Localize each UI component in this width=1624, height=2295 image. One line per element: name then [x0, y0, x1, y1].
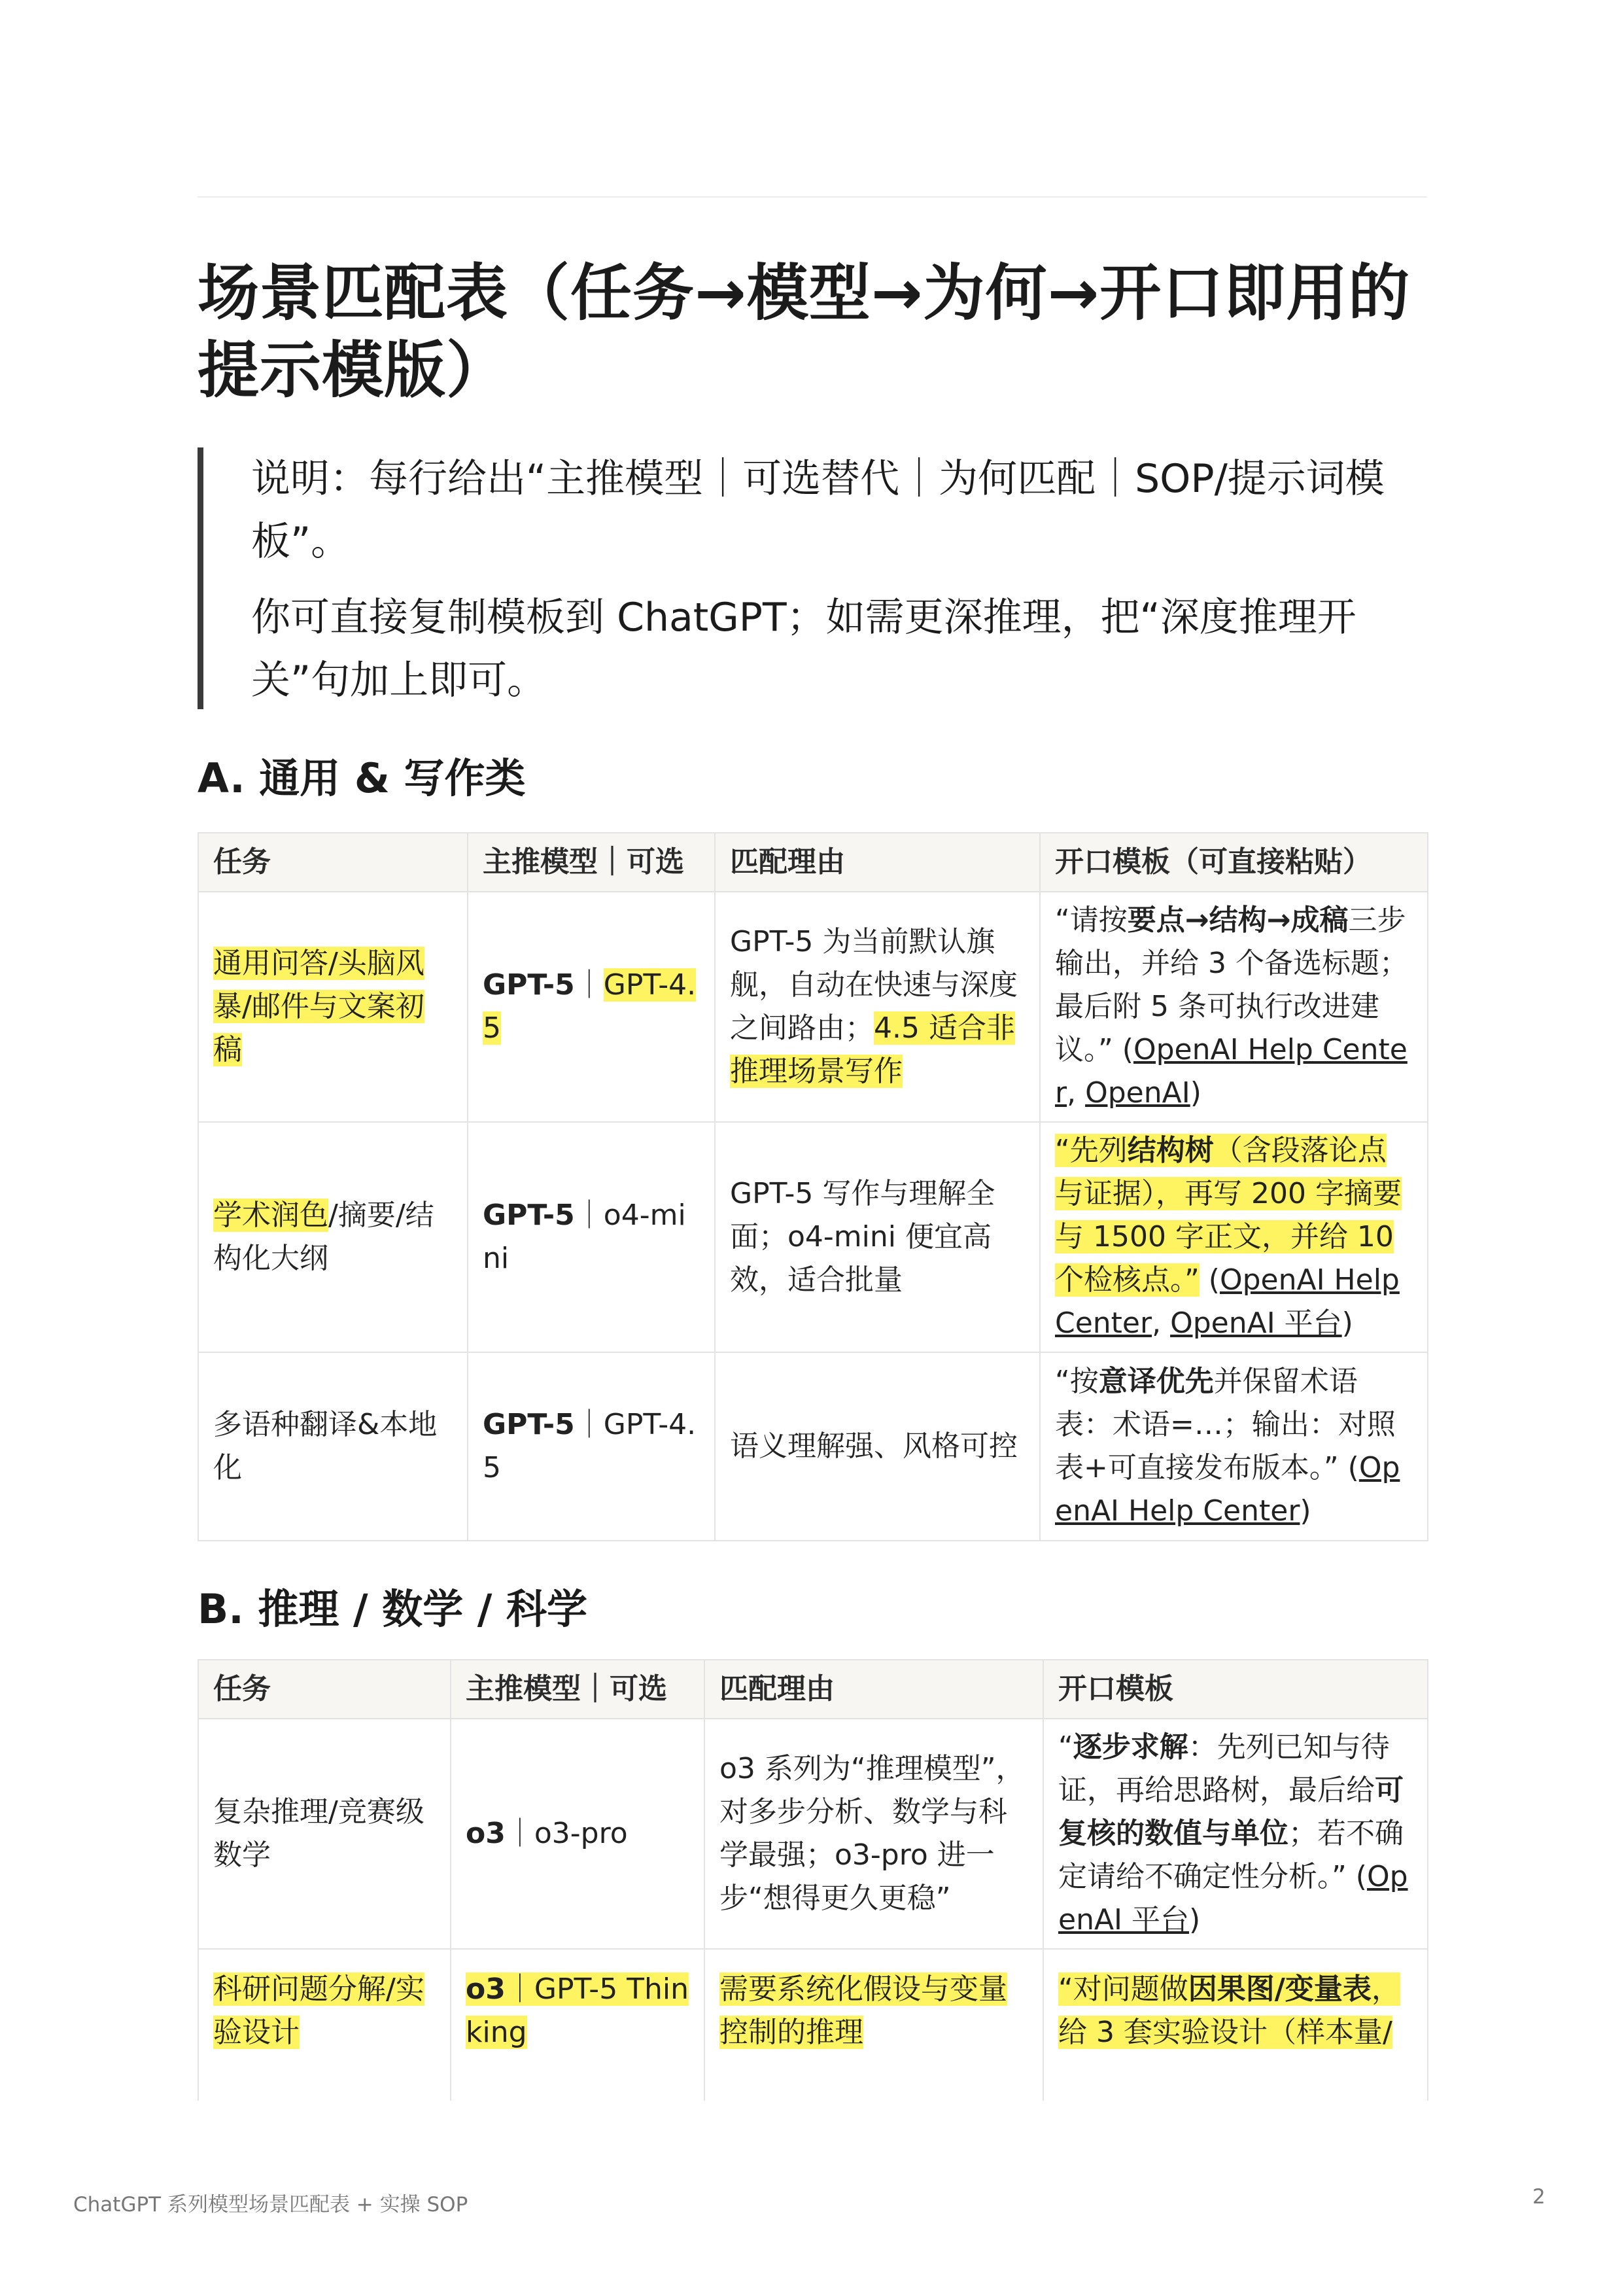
template-text: “请按	[1055, 903, 1128, 937]
cell-reason	[715, 1122, 1040, 1352]
template-text: )	[1190, 1076, 1201, 1110]
template-text: (	[1199, 1263, 1220, 1297]
section-a-heading: A. 通用 & 写作类	[198, 754, 526, 802]
template-text: 并保留术语表：术语=…；输出：对照表+可直接发布版本。” (	[1055, 1365, 1396, 1484]
link-openai[interactable]: OpenAI	[1085, 1076, 1190, 1110]
model-alt: GPT-4.5	[483, 1408, 697, 1484]
reason-text: 需要系统化假设与变量控制的推理	[719, 1972, 1007, 2049]
template-text: )	[1300, 1494, 1311, 1528]
link-openai-platform[interactable]: OpenAI 平台	[1058, 1860, 1408, 1936]
task-text: 科研问题分解/实验设计	[213, 1972, 424, 2049]
model-separator: ｜	[574, 968, 604, 1002]
model-separator: ｜	[505, 1972, 534, 2006]
table-row	[198, 1719, 1428, 1949]
model-alt: o3-pro	[534, 1817, 628, 1850]
header-reason: 匹配理由	[704, 1660, 1043, 1719]
template-bold: 逐步求解	[1073, 1730, 1188, 1764]
cell-task	[198, 1719, 451, 1949]
template-bold: 因果图/变量表	[1188, 1972, 1372, 2006]
template-text: “对问题做	[1058, 1972, 1188, 2006]
template-text: ，给 3 套实验设计（样本量/	[1058, 1972, 1400, 2049]
cell-reason	[704, 1719, 1043, 1949]
header-task: 任务	[198, 1660, 451, 1719]
cell-template	[1040, 1122, 1428, 1352]
cell-model	[451, 1719, 704, 1949]
note-line-1: 说明：每行给出“主推模型｜可选替代｜为何匹配｜SOP/提示词模板”。	[251, 456, 1385, 565]
note-blockquote	[198, 447, 1427, 709]
model-separator: ｜	[574, 1199, 604, 1232]
cell-template	[1040, 1352, 1428, 1541]
section-b-table	[198, 1659, 1428, 2101]
reason-text: 语义理解强、风格可控	[730, 1429, 1018, 1463]
table-row	[198, 1122, 1428, 1352]
template-bold: 结构树	[1127, 1134, 1214, 1167]
template-text: )	[1341, 1306, 1353, 1340]
task-highlight: 学术润色	[213, 1199, 328, 1232]
header-model: 主推模型｜可选	[451, 1660, 704, 1719]
link-openai-help-center[interactable]: OpenAI Help Center	[1055, 1263, 1400, 1340]
section-b-heading: B. 推理 / 数学 / 科学	[198, 1585, 588, 1633]
note-line-2: 你可直接复制模板到 ChatGPT；如需更深推理，把“深度推理开关”句加上即可。	[251, 595, 1356, 703]
table-row	[198, 892, 1428, 1122]
template-text: “	[1058, 1730, 1073, 1764]
model-main: GPT-5	[483, 1408, 575, 1441]
model-alt: GPT-4.5	[483, 968, 697, 1045]
table-header-row	[198, 1660, 1428, 1719]
template-text: （含段落论点与证据），再写 200 字摘要与 1500 字正文，并给 10 个检核点。”	[1055, 1134, 1402, 1297]
cell-reason	[704, 1949, 1043, 2101]
task-text: 通用问答/头脑风暴/邮件与文案初稿	[213, 947, 424, 1066]
section-a-table	[198, 832, 1428, 1541]
header-template: 开口模板（可直接粘贴）	[1040, 833, 1428, 892]
model-alt: GPT-5 Thinking	[466, 1972, 689, 2049]
template-text: )	[1189, 1903, 1201, 1936]
template-bold: 要点→结构→成稿	[1127, 903, 1349, 937]
header-reason: 匹配理由	[715, 833, 1040, 892]
reason-text: GPT-5 写作与理解全面；o4-mini 便宜高效，适合批量	[730, 1177, 995, 1297]
template-text: ；若不确定请给不确定性分析。” (	[1058, 1817, 1404, 1893]
cell-model	[468, 892, 715, 1122]
table-row	[198, 1352, 1428, 1541]
cell-template	[1040, 892, 1428, 1122]
reason-highlight: 4.5 适合非推理场景写作	[730, 1011, 1015, 1088]
header-task: 任务	[198, 833, 468, 892]
link-openai-help-center[interactable]: OpenAI Help Center	[1055, 1033, 1408, 1110]
table-header-row	[198, 833, 1428, 892]
cell-reason	[715, 892, 1040, 1122]
cell-model	[451, 1949, 704, 2101]
template-text: 三步输出，并给 3 个备选标题；最后附 5 条可执行改进建议。” (	[1055, 903, 1408, 1066]
model-separator: ｜	[505, 1817, 534, 1850]
link-openai-platform[interactable]: OpenAI 平台	[1170, 1306, 1342, 1340]
cell-task	[198, 1949, 451, 2101]
cell-template	[1043, 1719, 1428, 1949]
page-number: 2	[1532, 2185, 1546, 2209]
link-openai-help-center[interactable]: OpenAI Help Center	[1055, 1451, 1400, 1528]
template-text: ,	[1067, 1076, 1086, 1110]
page-title: 场景匹配表（任务→模型→为何→开口即用的提示模版）	[198, 258, 1411, 406]
reason-text: o3 系列为“推理模型”，对多步分析、数学与科学最强；o3-pro 进一步“想得更久更稳”	[719, 1752, 1025, 1915]
reason-text: GPT-5 为当前默认旗舰，自动在快速与深度之间路由；	[730, 925, 1018, 1045]
cell-task	[198, 892, 468, 1122]
table-row	[198, 1949, 1428, 2101]
model-main: o3	[466, 1972, 506, 2006]
template-text: “先列	[1055, 1134, 1128, 1167]
template-bold: 意译优先	[1098, 1365, 1214, 1398]
section-b-table-clip	[198, 1659, 1430, 2101]
top-divider	[198, 196, 1427, 198]
model-main: GPT-5	[483, 1199, 575, 1232]
header-model: 主推模型｜可选	[468, 833, 715, 892]
model-alt: o4-mini	[483, 1199, 686, 1275]
cell-model	[468, 1122, 715, 1352]
template-bold: 可复核的数值与单位	[1058, 1774, 1404, 1850]
cell-reason	[715, 1352, 1040, 1541]
template-text: “按	[1055, 1365, 1099, 1398]
footer-title: ChatGPT 系列模型场景匹配表 + 实操 SOP	[73, 2193, 468, 2216]
cell-model	[468, 1352, 715, 1541]
model-main: GPT-5	[483, 968, 575, 1002]
cell-task	[198, 1352, 468, 1541]
task-text: 多语种翻译&本地化	[213, 1408, 438, 1484]
model-separator: ｜	[574, 1408, 604, 1441]
task-text: 复杂推理/竞赛级数学	[213, 1795, 424, 1872]
template-text: ：先列已知与待证，再给思路树，最后给	[1058, 1730, 1390, 1807]
cell-task	[198, 1122, 468, 1352]
header-template: 开口模板	[1043, 1660, 1428, 1719]
template-text: ,	[1152, 1306, 1171, 1340]
task-text: /摘要/结构化大纲	[213, 1199, 434, 1275]
model-main: o3	[466, 1817, 506, 1850]
cell-template	[1043, 1949, 1428, 2101]
